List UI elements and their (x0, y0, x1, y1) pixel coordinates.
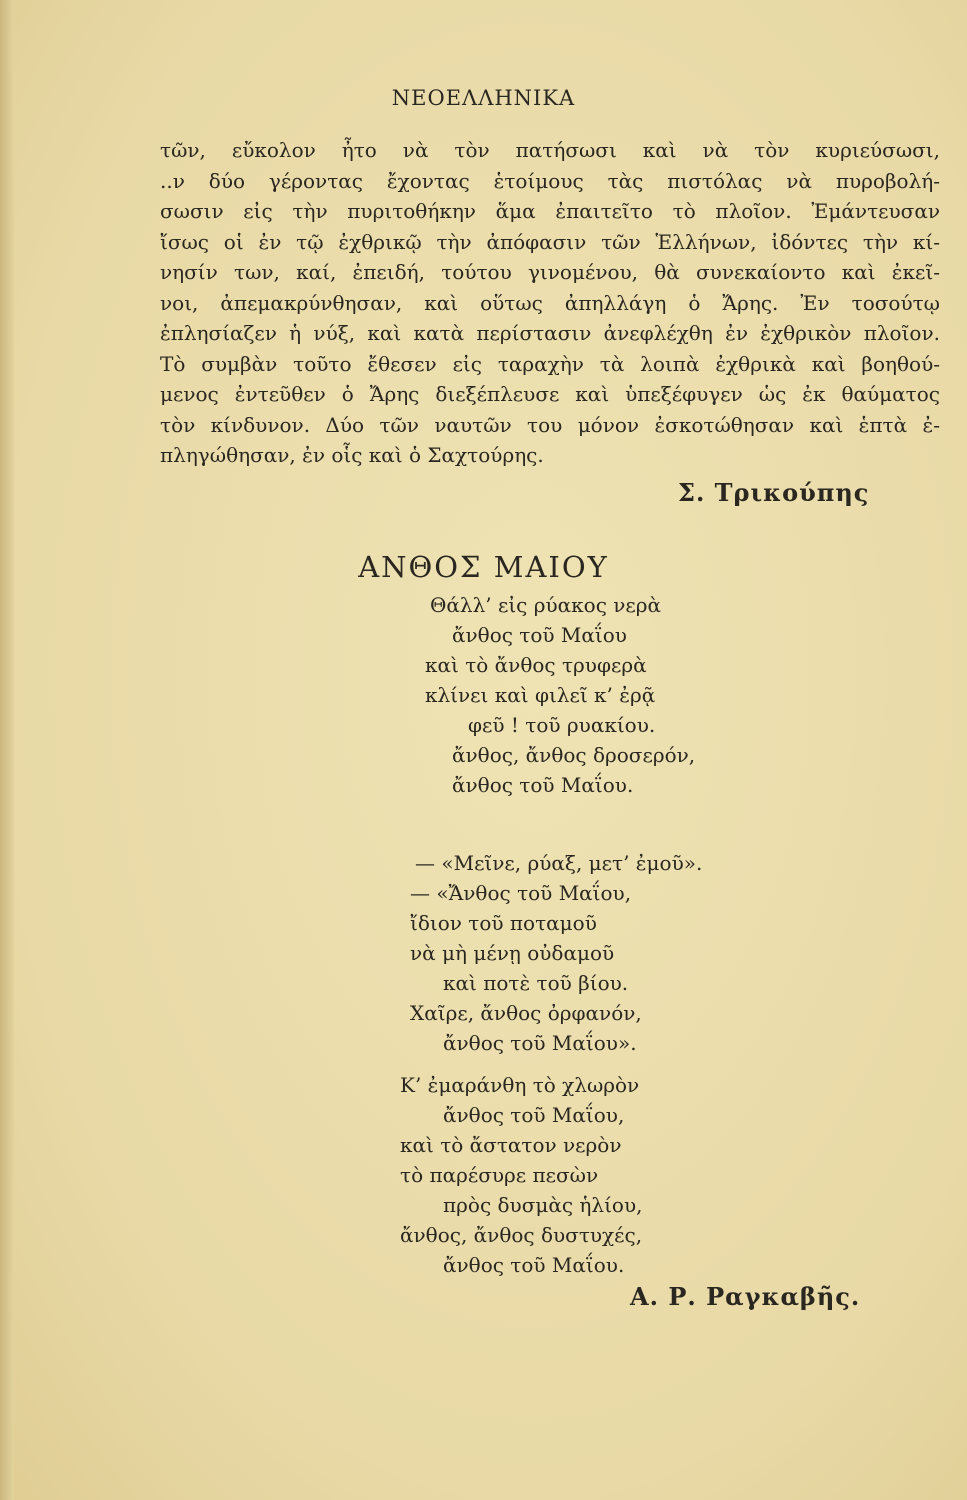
poem-verse: ἄνθος τοῦ Μαΐου. (452, 773, 634, 797)
poem-verse: καὶ ποτὲ τοῦ βίου. (443, 971, 629, 995)
poem-stanza-2 (395, 848, 702, 1058)
poem-verse: ἄνθος, ἄνθος δυστυχές, (400, 1223, 643, 1247)
poem-verse: Θάλλ’ εἰς ρύακος νερὰ (430, 593, 662, 617)
poem-verse: — «Ἄνθος τοῦ Μαΐου, (410, 881, 632, 905)
poem-verse: ἴδιον τοῦ ποταμοῦ (410, 911, 597, 935)
prose-line: τὸν κίνδυνον. Δύο τῶν ναυτῶν του μόνον ἐσκοτώθησαν καὶ ἑπτὰ ἐ- (160, 412, 940, 437)
poem-verse: ἄνθος τοῦ Μαΐου, (443, 1103, 625, 1127)
poem-verse: καὶ τὸ ἄνθος τρυφερὰ (425, 653, 647, 677)
poem-stanza-1 (420, 590, 695, 800)
poem-verse: ἄνθος τοῦ Μαΐου». (443, 1031, 637, 1055)
prose-line: νοι, ἀπεμακρύνθησαν, καὶ οὕτως ἀπηλλάγη ὁ Ἄρης. Ἐν τοσούτῳ (160, 290, 940, 315)
poem-verse: Χαῖρε, ἄνθος ὀρφανόν, (410, 1001, 642, 1025)
prose-line: Τὸ συμβὰν τοῦτο ἔθεσεν εἰς ταραχὴν τὰ λοιπὰ ἐχθρικὰ καὶ βοηθού- (160, 351, 940, 376)
running-title: ΝΕΟΕΛΛΗΝΙΚΑ (391, 86, 576, 110)
poem-verse: ἄνθος τοῦ Μαΐου. (443, 1253, 625, 1277)
poem-verse: φεῦ ! τοῦ ρυακίου. (468, 713, 656, 737)
prose-line: ἐπλησίαζεν ἡ νύξ, καὶ κατὰ περίστασιν ἀνεφλέχθη ἐν ἐχθρικὸν πλοῖον. (160, 321, 940, 345)
poem-verse: Κ’ ἐμαράνθη τὸ χλωρὸν (400, 1073, 640, 1097)
prose-line: πληγώθησαν, ἐν οἷς καὶ ὁ Σαχτούρης. (160, 443, 544, 467)
poem-signature: Α. Ρ. Ραγκαβῆς. (630, 1282, 861, 1311)
poem-verse: ἄνθος, ἄνθος δροσερόν, (452, 743, 696, 767)
poem-title: ΑΝΘΟΣ ΜΑΙΟΥ (358, 550, 609, 584)
page-edge (0, 0, 14, 1500)
poem-verse: καὶ τὸ ἄστατον νερὸν (400, 1133, 622, 1157)
prose-signature: Σ. Τρικούπης (678, 478, 870, 507)
prose-line: ..ν δύο γέροντας ἔχοντας ἑτοίμους τὰς πιστόλας νὰ πυροβολή- (160, 168, 940, 193)
poem-verse: πρὸς δυσμὰς ἡλίου, (443, 1193, 643, 1217)
poem-verse: ἄνθος τοῦ Μαΐου (452, 623, 627, 647)
prose-line: νησίν των, καί, ἐπειδή, τούτου γινομένου, θὰ συνεκαίοντο καὶ ἐκεῖ- (160, 260, 940, 284)
poem-verse: τὸ παρέσυρε πεσὼν (400, 1163, 599, 1187)
prose-line: μενος ἐντεῦθεν ὁ Ἄρης διεξέπλευσε καὶ ὑπεξέφυγεν ὡς ἐκ θαύματος (160, 382, 940, 406)
poem-stanza-3 (395, 1070, 642, 1280)
prose-block (160, 135, 940, 471)
prose-line: ἴσως οἱ ἐν τῷ ἐχθρικῷ τὴν ἀπόφασιν τῶν Ἑλλήνων, ἰδόντες τὴν κί- (160, 229, 940, 254)
prose-line: τῶν, εὔκολον ἦτο νὰ τὸν πατήσωσι καὶ νὰ τὸν κυριεύσωσι, (160, 138, 940, 162)
poem-verse: — «Μεῖνε, ρύαξ, μετ’ ἐμοῦ». (415, 851, 703, 875)
prose-line: σωσιν εἰς τὴν πυριτοθήκην ἅμα ἐπαιτεῖτο τὸ πλοῖον. Ἐμάντευσαν (160, 199, 940, 223)
poem-verse: νὰ μὴ μένῃ οὐδαμοῦ (410, 941, 615, 965)
poem-verse: κλίνει καὶ φιλεῖ κ’ ἐρᾷ (425, 683, 656, 707)
